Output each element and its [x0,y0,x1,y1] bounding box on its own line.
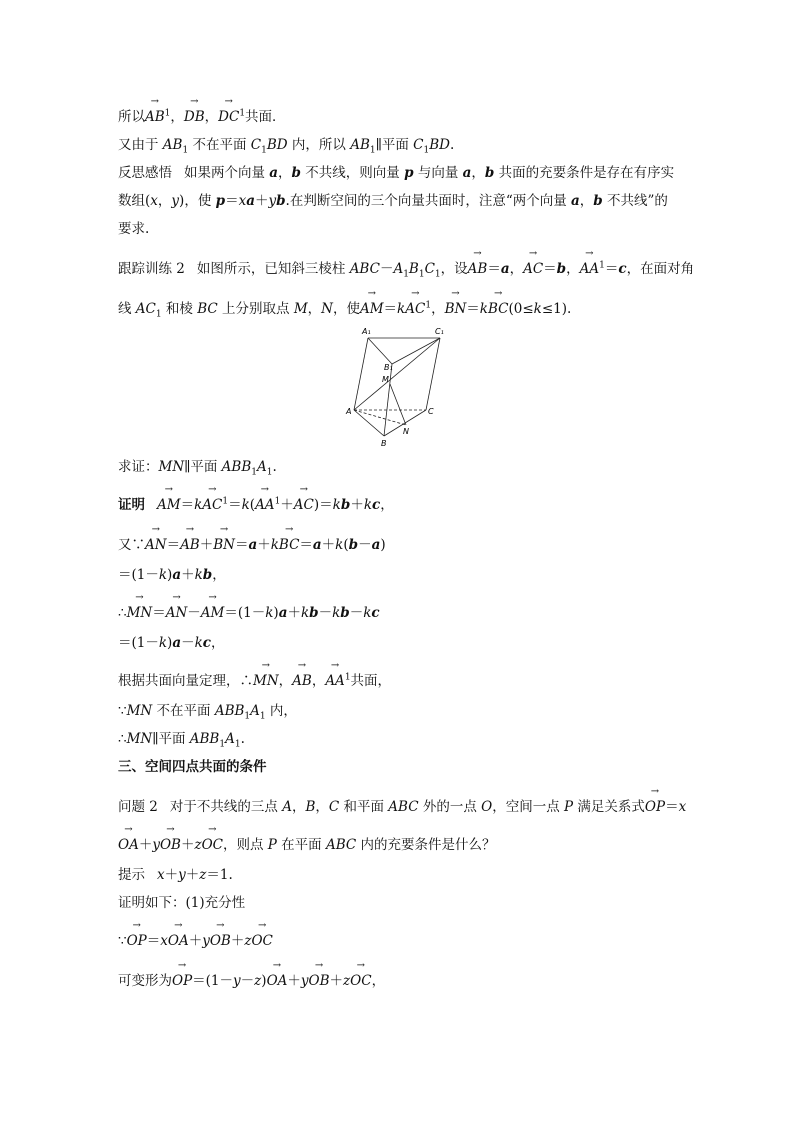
line-10: 又∵→ AN＝→ AB＋→ BN＝a＋k→ BC＝a＋k(b－a) [118,532,386,554]
label-m: M [382,375,389,384]
line-11: ＝(1－k)a＋kb， [118,567,226,583]
label-a: A [346,407,352,416]
line-5: 要求. [118,221,150,237]
section-heading: 三、空间四点共面的条件 [118,759,267,775]
line-22: ∵→ OP＝x→ OA＋y→ OB＋z→ OC [118,928,273,950]
line-20: 提示 x＋y＋z＝1. [118,867,233,883]
line-21: 证明如下：(1)充分性 [118,895,246,911]
label-b1: B₁ [384,363,393,372]
label-n: N [403,427,409,436]
line-2: 又由于 $AB_1$ 不在平面 $C_1BD$ 内，所以 $AB_1\parallel$平面 $C_1BD$. [118,137,455,156]
line-23: 可变形为→ OP＝(1－y－z)→ OA＋y→ OB＋z→ OC， [118,968,385,990]
line-3: 反思感悟 如果两个向量 a，b 不共线，则向量 p 与向量 a，b 共面的充要条件是存在有序实 [118,165,675,181]
line-12: ∴→ MN＝→ AN－→ AM＝(1－k)a＋kb－kb－kc [118,600,380,622]
label-c: C [428,407,434,416]
line-8: 求证：MN∥平面 $ABB_1A_1$. [118,459,277,478]
line-6: 跟踪训练 2 如图所示，已知斜三棱柱 $ABC-A_1B_1C_1$，设→ AB＝a，→ AC＝b，→ $AA^1=c$，在面对角 [118,256,694,284]
prism-figure [340,324,460,454]
line-16: ∴MN∥平面 $ABB_1A_1$. [118,731,245,750]
line-7: 线 $AC_1$ 和棱 BC 上分别取点 M，N，使→ $AM=k\to AC^1$，→ BN＝k→ BC(0≤k≤1). [118,296,571,324]
line-13: ＝(1－k)a－kc， [118,635,225,651]
line-14: 根据共面向量定理，∴→ MN，→ AB，→ $AA^1$共面， [118,668,391,690]
line-18: 问题 2 对于不共线的三点 A，B，C 和平面 ABC 外的一点 O，空间一点 P 满足关系式→ OP＝x [118,794,686,816]
line-4: 数组(x，y)，使 p＝xa＋yb.在判断空间的三个向量共面时，注意“两个向量 a，b 不共线”的 [118,193,668,209]
label-c1: C₁ [435,327,444,336]
line-19: → OA＋y→ OB＋z→ OC，则点 P 在平面 ABC 内的充要条件是什么？ [118,832,496,854]
label-a1: A₁ [362,327,371,336]
line-1: 所以→ $AB^1$，→ DB，→ $DC^1$共面． [118,104,286,126]
line-9: 证明→ $AM=k\to AC^1=k(\to AA^1+\to AC)=kb+kc$， [118,492,394,514]
line-15: ∵MN 不在平面 $ABB_1A_1$ 内， [118,703,297,722]
label-b: B [381,439,387,448]
